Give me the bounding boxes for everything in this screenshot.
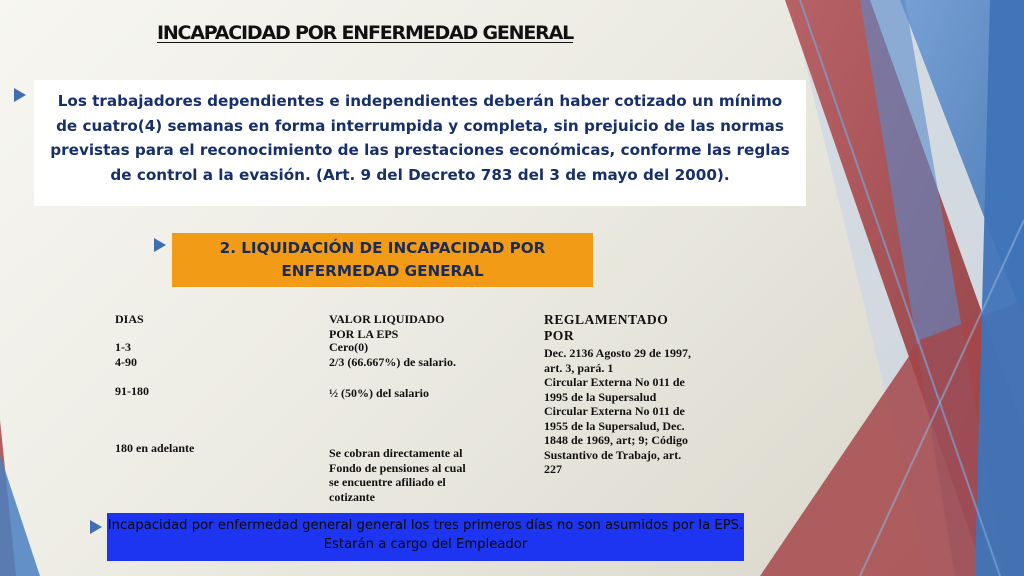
intro-paragraph: Los trabajadores dependientes e independientes deberán haber cotizado un mínimo de cuatro(4) semanas en forma interrumpida y completa, sin prejuicio de las normas previstas para el reconocimiento de las prestaciones económicas, conforme las reglas de control a la evasión. (Art. 9 del Decreto 783 del 3 de mayo del 2000). [34,80,806,206]
slide-title: INCAPACIDAD POR ENFERMEDAD GENERAL [156,22,574,44]
row-3-valor: Se cobran directamente al Fondo de pensiones al cual se encuentre afiliado el cotizante [329,446,466,504]
row-2-dias: 91-180 [115,384,149,398]
col-header-dias: DIAS [115,312,144,326]
section-heading: 2. LIQUIDACIÓN DE INCAPACIDAD POR ENFERMEDAD GENERAL [172,233,593,287]
left-blue-strip [0,455,40,576]
reglamentado-text: Dec. 2136 Agosto 29 de 1997, art. 3, pará. 1 Circular Externa No 011 de 1995 de la Supersalud Circular Externa No 011 de 1955 de la Supersalud, Dec. 1848 de 1969, art; 9; Código Sustantivo de Trabajo, art. 227 [544,346,691,476]
row-3-dias: 180 en adelante [115,441,195,455]
col-header-valor: VALOR LIQUIDADO POR LA EPS [329,312,445,341]
triangle-bullet-icon [14,88,26,102]
triangle-bullet-icon [90,520,102,534]
row-2-valor: ½ (50%) del salario [329,386,429,400]
row-1-valor: Cero(0) 2/3 (66.667%) de salario. [329,340,456,369]
col-header-reglamentado: REGLAMENTADO POR [544,312,669,343]
triangle-bullet-icon [154,238,166,252]
employer-note: Incapacidad por enfermedad general general los tres primeros días no son asumidos por la EPS. Estarán a cargo del Empleador [107,513,744,561]
row-1-dias: 1-3 4-90 [115,340,137,369]
